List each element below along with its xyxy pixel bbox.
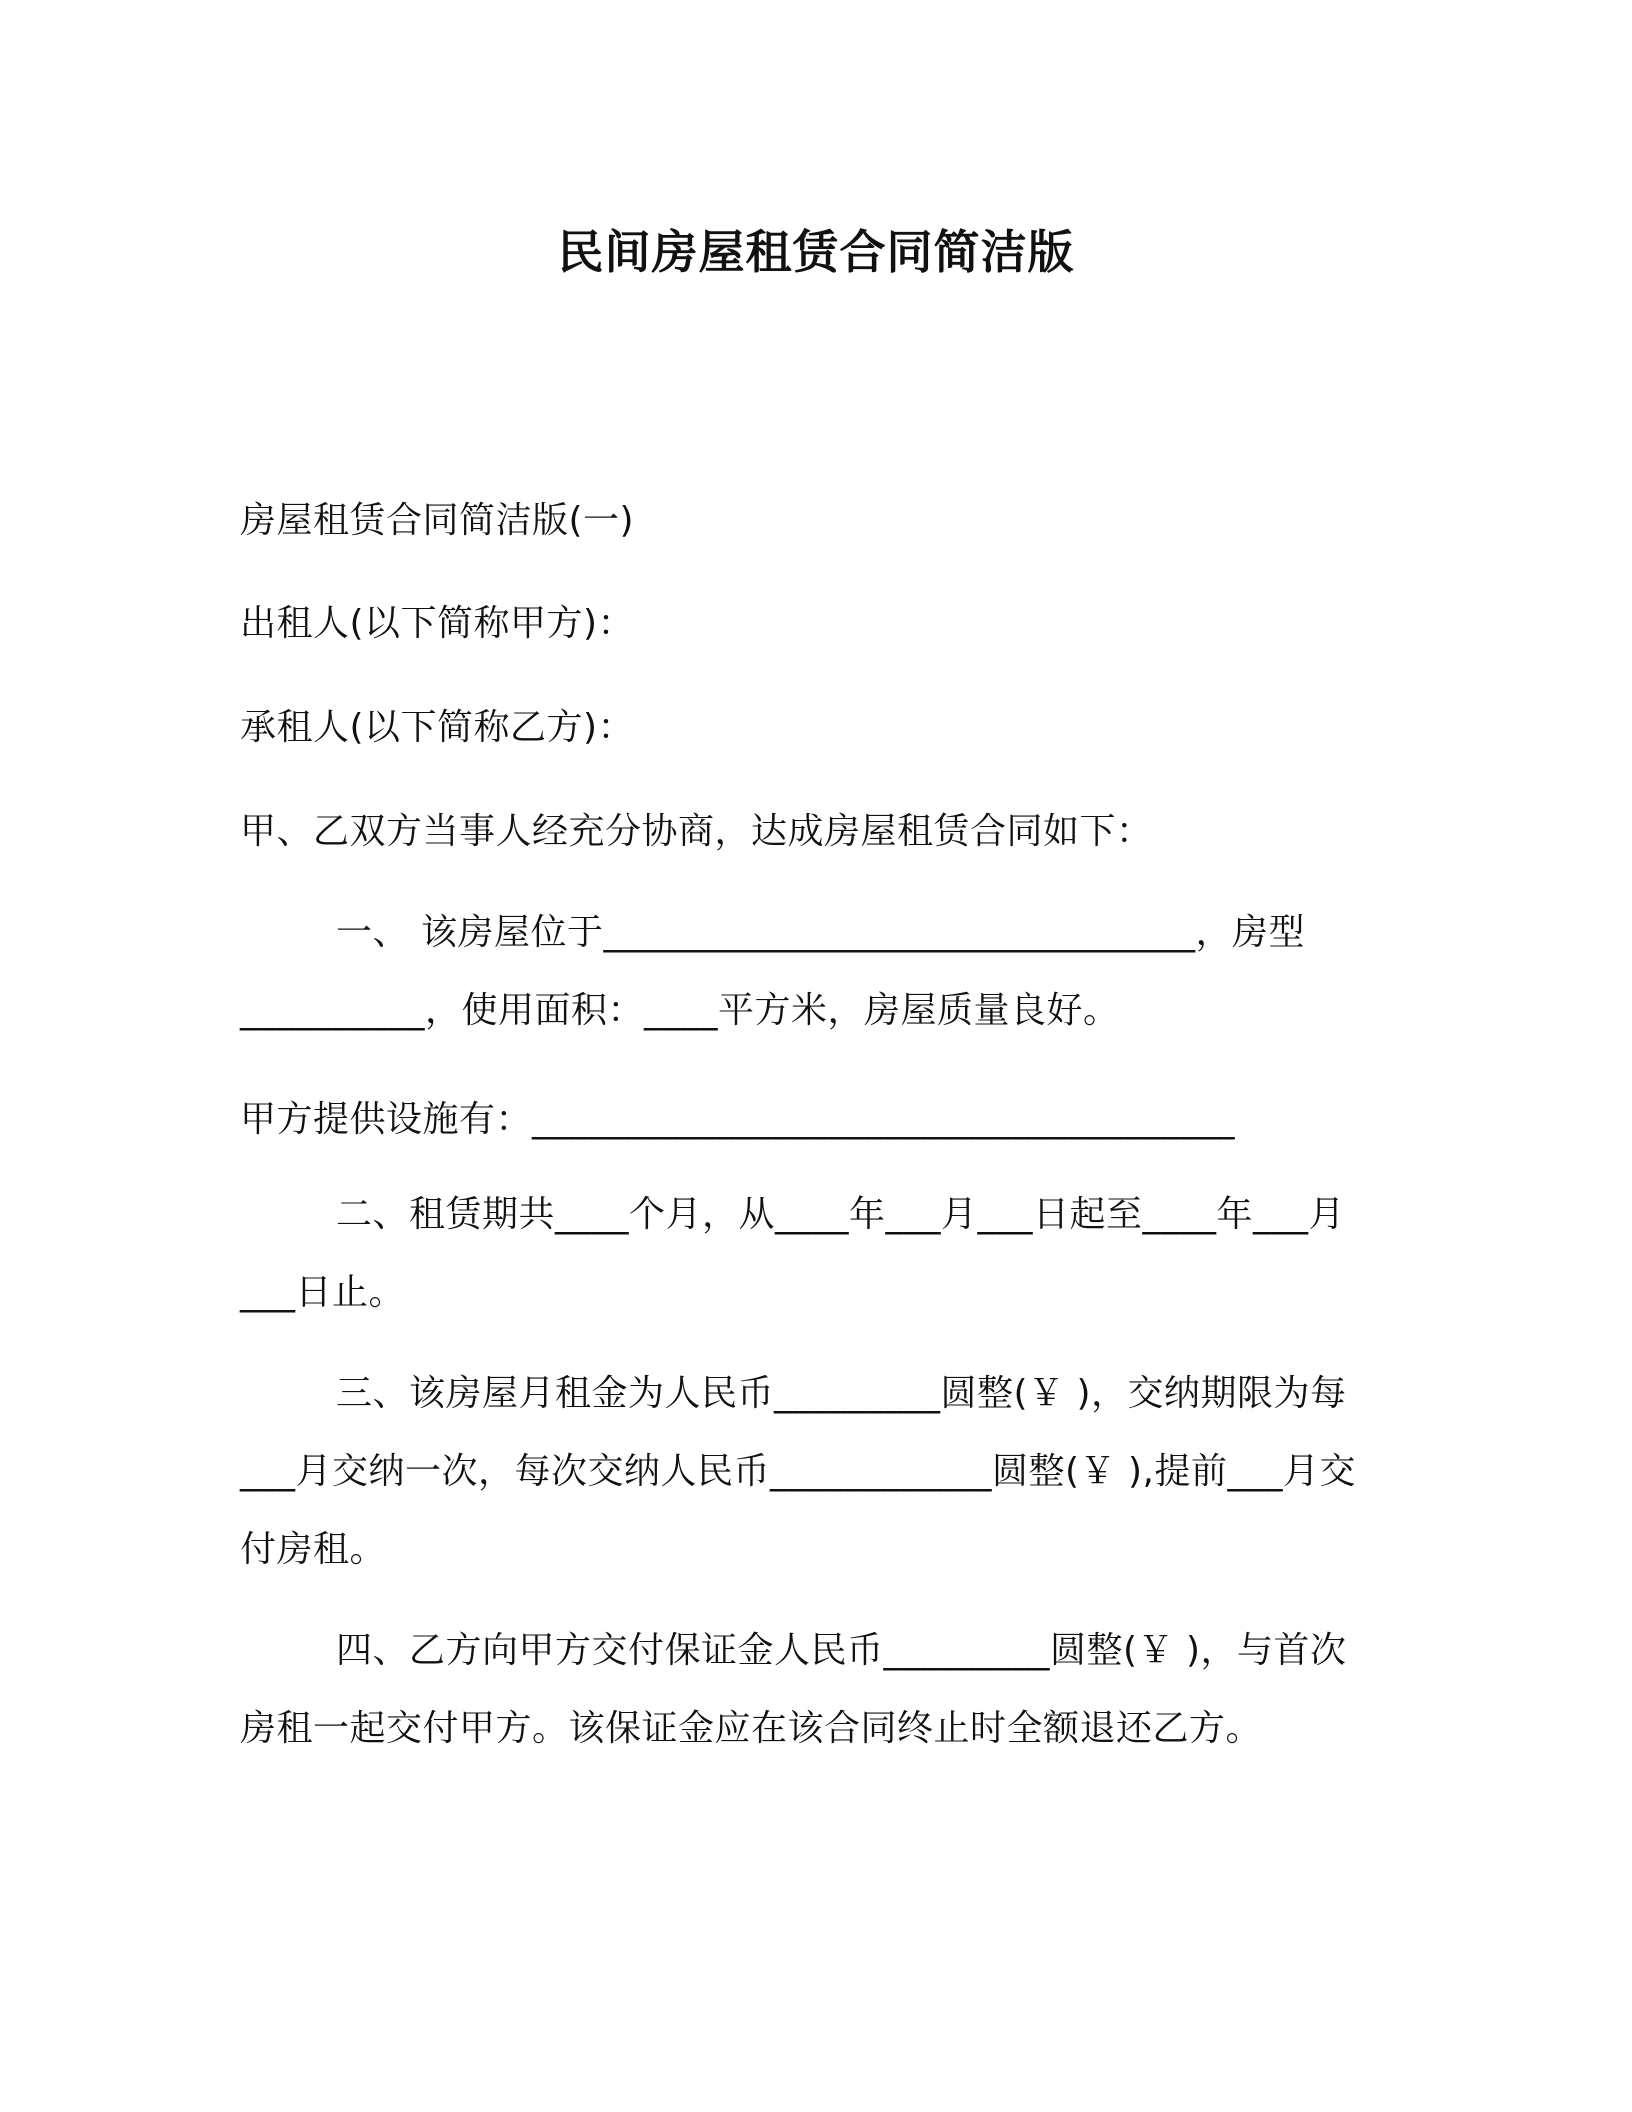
document-title: 民间房屋租赁合同简洁版	[557, 225, 1075, 279]
lessee-line: 承租人(以下简称乙方)：	[240, 707, 635, 748]
contract-subtitle: 房屋租赁合同简洁版(一)	[240, 500, 635, 541]
clause-1-location: 一、 该房屋位于________________________________，房型__________，使用面积：____平方米，房屋质量良好。	[240, 912, 1305, 1031]
agreement-intro: 甲、乙双方当事人经充分协商，达成房屋租赁合同如下：	[240, 811, 1153, 852]
clause-3-rent: 三、该房屋月租金为人民币_________圆整(￥ )，交纳期限为每___月交纳一次，每次交纳人民币____________圆整(￥ ),提前___月交付房租。	[240, 1373, 1356, 1570]
clause-4-deposit: 四、乙方向甲方交付保证金人民币_________圆整(￥ )，与首次房租一起交付甲方。该保证金应在该合同终止时全额退还乙方。	[240, 1630, 1347, 1749]
clause-2-term: 二、租赁期共____个月，从____年___月___日起至____年___月___日止。	[240, 1194, 1346, 1313]
facilities-line: 甲方提供设施有：______________________________________	[240, 1099, 1236, 1140]
lessor-line: 出租人(以下简称甲方)：	[240, 603, 635, 644]
